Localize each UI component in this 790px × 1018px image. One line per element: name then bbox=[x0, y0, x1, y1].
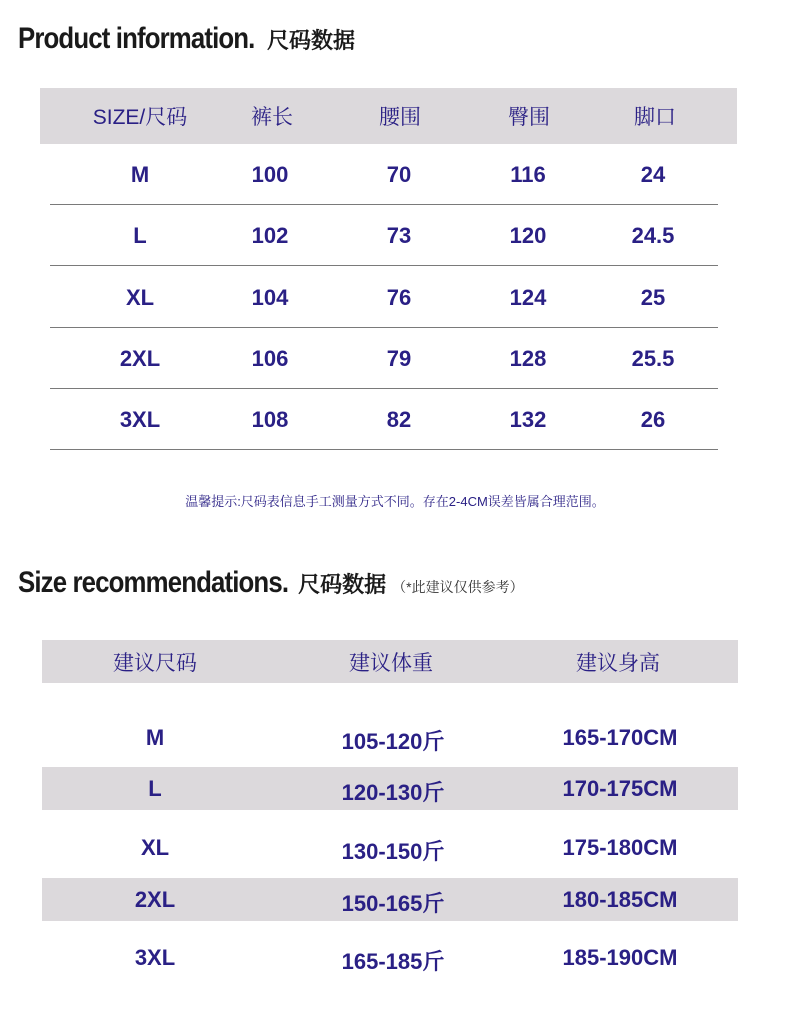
cell-waist: 73 bbox=[386, 223, 412, 248]
size-recommendations-title-en: Size recommendations. bbox=[18, 566, 289, 599]
cell-size: L bbox=[148, 776, 162, 801]
cell-size: XL bbox=[125, 285, 155, 310]
cell-height: 185-190CM bbox=[562, 945, 678, 970]
cell-height: 180-185CM bbox=[562, 887, 678, 912]
cell-waist: 76 bbox=[386, 285, 412, 310]
table-row bbox=[50, 205, 718, 266]
size-table-header bbox=[40, 88, 737, 144]
product-info-title bbox=[18, 22, 355, 56]
cell-size: 2XL bbox=[134, 887, 176, 912]
cell-hem: 24.5 bbox=[631, 223, 675, 248]
cell-length: 102 bbox=[251, 223, 289, 248]
cell-hem: 24 bbox=[640, 162, 666, 187]
cell-hip: 132 bbox=[509, 407, 547, 432]
table-row bbox=[50, 389, 718, 450]
cell-size: M bbox=[130, 162, 150, 187]
cell-size: 3XL bbox=[119, 407, 161, 432]
cell-hem: 25.5 bbox=[631, 346, 675, 371]
cell-weight: 105-120斤 bbox=[341, 729, 445, 754]
cell-hem: 25 bbox=[640, 285, 666, 310]
cell-height: 165-170CM bbox=[562, 725, 678, 750]
cell-height: 175-180CM bbox=[562, 835, 678, 860]
cell-size: L bbox=[133, 223, 147, 248]
header-recommended-height: 建议身高 bbox=[576, 651, 660, 675]
cell-hip: 124 bbox=[509, 285, 547, 310]
cell-waist: 82 bbox=[386, 407, 412, 432]
cell-hem: 26 bbox=[640, 407, 666, 432]
cell-weight: 150-165斤 bbox=[341, 891, 445, 916]
cell-size: 3XL bbox=[134, 945, 176, 970]
cell-length: 100 bbox=[251, 162, 289, 187]
header-hip: 臀围 bbox=[508, 106, 550, 129]
size-recommendations-note: （*此建议仅供参考） bbox=[392, 579, 524, 595]
table-row bbox=[50, 144, 718, 205]
header-recommended-size: 建议尺码 bbox=[113, 651, 197, 675]
table-row bbox=[50, 267, 718, 328]
header-hem: 脚口 bbox=[634, 106, 676, 129]
header-length: 裤长 bbox=[251, 106, 293, 129]
cell-size: M bbox=[145, 725, 165, 750]
cell-hip: 128 bbox=[509, 346, 547, 371]
size-recommendations-title-zh: 尺码数据 bbox=[298, 572, 387, 597]
cell-height: 170-175CM bbox=[562, 776, 678, 801]
table-row bbox=[42, 878, 738, 921]
size-recommendations-title bbox=[18, 566, 524, 600]
measurement-note: 温馨提示:尺码表信息手工测量方式不同。存在2-4CM误差皆属合理范围。 bbox=[185, 494, 605, 509]
cell-size: 2XL bbox=[119, 346, 161, 371]
cell-hip: 116 bbox=[510, 162, 546, 187]
cell-weight: 120-130斤 bbox=[341, 780, 445, 805]
cell-waist: 79 bbox=[386, 346, 412, 371]
cell-weight: 130-150斤 bbox=[341, 839, 445, 864]
table-row bbox=[42, 826, 738, 869]
header-recommended-weight: 建议体重 bbox=[349, 651, 433, 675]
cell-waist: 70 bbox=[386, 162, 412, 187]
cell-size: XL bbox=[140, 835, 170, 860]
table-row bbox=[42, 767, 738, 810]
header-waist: 腰围 bbox=[379, 106, 421, 129]
cell-length: 108 bbox=[251, 407, 289, 432]
cell-hip: 120 bbox=[509, 223, 547, 248]
product-info-title-zh: 尺码数据 bbox=[267, 28, 356, 53]
recommendation-table-header bbox=[42, 640, 738, 683]
header-size: SIZE/尺码 bbox=[92, 106, 188, 129]
product-info-title-en: Product information. bbox=[18, 22, 255, 55]
cell-weight: 165-185斤 bbox=[341, 949, 445, 974]
cell-length: 106 bbox=[251, 346, 289, 371]
cell-length: 104 bbox=[251, 285, 289, 310]
table-row bbox=[50, 328, 718, 389]
table-row bbox=[42, 716, 738, 759]
table-row bbox=[42, 936, 738, 979]
